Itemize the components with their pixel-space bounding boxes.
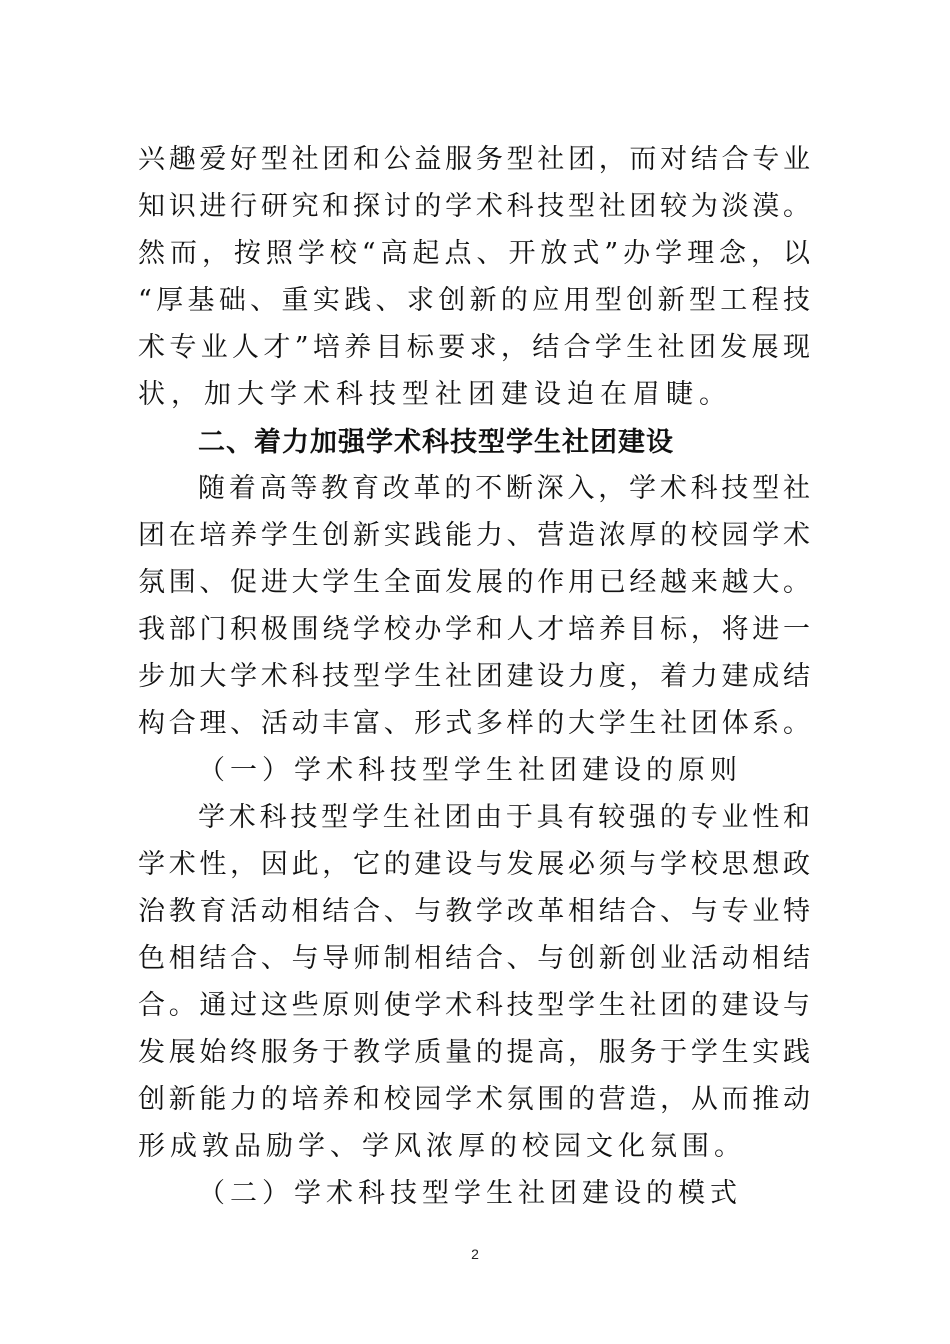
body-text-line: 色相结合、与导师制相结合、与创新创业活动相结 xyxy=(138,943,810,974)
body-text-line: 术专业人才”培养目标要求，结合学生社团发展现 xyxy=(138,332,810,363)
body-text-line: 知识进行研究和探讨的学术科技型社团较为淡漠。 xyxy=(138,191,810,222)
body-text-line: 步加大学术科技型学生社团建设力度，着力建成结 xyxy=(138,661,810,692)
subsection-heading: （二）学术科技型学生社团建设的模式 xyxy=(198,1178,742,1209)
body-text-line: 氛围、促进大学生全面发展的作用已经越来越大。 xyxy=(138,567,810,598)
body-text-line: 状，加大学术科技型社团建设迫在眉睫。 xyxy=(138,379,732,410)
page-number: 2 xyxy=(471,1246,479,1262)
body-text-line: 合。通过这些原则使学术科技型学生社团的建设与 xyxy=(138,990,810,1021)
subsection-heading: （一）学术科技型学生社团建设的原则 xyxy=(198,755,742,786)
body-text-line: 发展始终服务于教学质量的提高，服务于学生实践 xyxy=(138,1037,810,1068)
body-text-line: 构合理、活动丰富、形式多样的大学生社团体系。 xyxy=(138,708,810,739)
body-text-line: 兴趣爱好型社团和公益服务型社团，而对结合专业 xyxy=(138,144,810,175)
body-text-line: 形成敦品励学、学风浓厚的校园文化氛围。 xyxy=(138,1131,746,1162)
body-text-line: 我部门积极围绕学校办学和人才培养目标，将进一 xyxy=(138,614,810,645)
body-text-line: 创新能力的培养和校园学术氛围的营造，从而推动 xyxy=(138,1084,810,1115)
body-text-line: 团在培养学生创新实践能力、营造浓厚的校园学术 xyxy=(138,520,810,551)
paragraph-first-line: 随着高等教育改革的不断深入，学术科技型社 xyxy=(198,473,810,504)
paragraph-first-line: 学术科技型学生社团由于具有较强的专业性和 xyxy=(198,802,810,833)
body-text-line: “厚基础、重实践、求创新的应用型创新型工程技 xyxy=(138,285,810,316)
body-text-line: 学术性，因此，它的建设与发展必须与学校思想政 xyxy=(138,849,810,880)
body-text-line: 治教育活动相结合、与教学改革相结合、与专业特 xyxy=(138,896,810,927)
body-text-line: 然而，按照学校“高起点、开放式”办学理念，以 xyxy=(138,238,810,269)
section-heading: 二、着力加强学术科技型学生社团建设 xyxy=(198,427,674,458)
